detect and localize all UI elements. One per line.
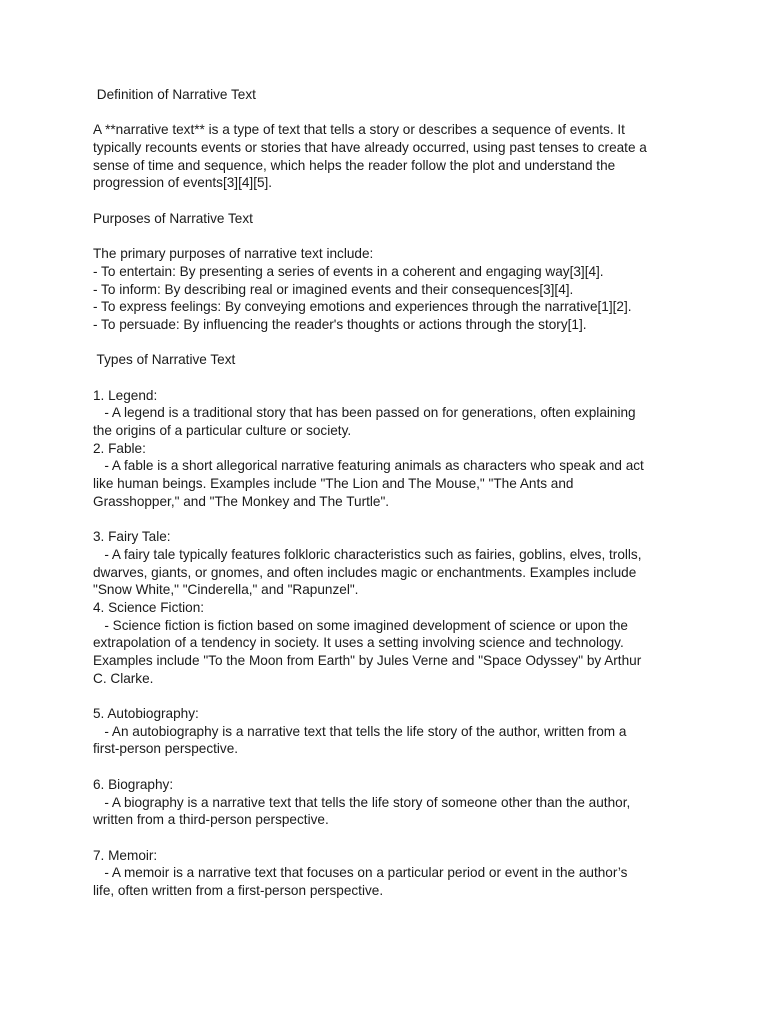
type-description-line: life, often written from a first-person perspective. bbox=[93, 882, 384, 898]
type-description-line: C. Clarke. bbox=[93, 670, 154, 686]
type-title-biography: 6. Biography: bbox=[93, 776, 174, 792]
purpose-item: - To inform: By describing real or imagined events and their consequences[3][4]. bbox=[93, 281, 574, 297]
type-description-line: - A legend is a traditional story that has been passed on for generations, often explaining bbox=[93, 405, 636, 421]
definition-line: sense of time and sequence, which helps the reader follow the plot and understand the bbox=[93, 157, 616, 173]
type-description-line: - A memoir is a narrative text that focuses on a particular period or event in the author’s bbox=[93, 865, 628, 881]
spacer bbox=[93, 687, 693, 705]
type-description-line: - Science fiction is fiction based on some imagined development of science or upon the bbox=[93, 617, 628, 633]
spacer bbox=[93, 758, 693, 776]
spacer bbox=[93, 228, 693, 246]
type-description-line: - A fable is a short allegorical narrative featuring animals as characters who speak and act bbox=[93, 458, 644, 474]
type-title-fairy-tale: 3. Fairy Tale: bbox=[93, 529, 171, 545]
spacer bbox=[93, 334, 693, 352]
purpose-item: - To entertain: By presenting a series of events in a coherent and engaging way[3][4]. bbox=[93, 263, 604, 279]
type-title-autobiography: 5. Autobiography: bbox=[93, 706, 199, 722]
purposes-intro: The primary purposes of narrative text include: bbox=[93, 246, 374, 262]
type-description-line: Grasshopper," and "The Monkey and The Turtle". bbox=[93, 493, 390, 509]
type-description-line: written from a third-person perspective. bbox=[93, 812, 329, 828]
type-title-legend: 1. Legend: bbox=[93, 387, 158, 403]
type-description-line: dwarves, giants, or gnomes, and often includes magic or enchantments. Examples include bbox=[93, 564, 637, 580]
type-description-line: Examples include "To the Moon from Earth" by Jules Verne and "Space Odyssey" by Arthur bbox=[93, 653, 642, 668]
purpose-item: - To express feelings: By conveying emotions and experiences through the narrative[1][2]. bbox=[93, 299, 632, 315]
type-title-memoir: 7. Memoir: bbox=[93, 847, 158, 863]
type-description-line: - An autobiography is a narrative text that tells the life story of the author, written from a bbox=[93, 723, 627, 739]
purpose-item: - To persuade: By influencing the reader's thoughts or actions through the story[1]. bbox=[93, 316, 587, 332]
types-heading: Types of Narrative Text bbox=[93, 352, 236, 368]
spacer bbox=[93, 369, 693, 387]
type-description-line: like human beings. Examples include "The Lion and The Mouse," "The Ants and bbox=[93, 476, 574, 492]
definition-line: A **narrative text** is a type of text that tells a story or describes a sequence of events. It bbox=[93, 122, 625, 138]
type-description-line: extrapolation of a tendency in society. It uses a setting involving science and technology. bbox=[93, 635, 624, 651]
spacer bbox=[93, 511, 693, 529]
spacer bbox=[93, 829, 693, 847]
spacer bbox=[93, 192, 693, 210]
type-description-line: the origins of a particular culture or society. bbox=[93, 423, 352, 439]
type-description-line: - A biography is a narrative text that tells the life story of someone other than the author, bbox=[93, 794, 631, 810]
type-title-fable: 2. Fable: bbox=[93, 440, 146, 456]
type-title-science-fiction: 4. Science Fiction: bbox=[93, 599, 205, 615]
definition-line: progression of events[3][4][5]. bbox=[93, 175, 273, 191]
purposes-heading: Purposes of Narrative Text bbox=[93, 210, 253, 226]
spacer bbox=[93, 104, 693, 122]
type-description-line: "Snow White," "Cinderella," and "Rapunzel". bbox=[93, 582, 359, 598]
document-body bbox=[93, 86, 693, 900]
type-description-line: - A fairy tale typically features folkloric characteristics such as fairies, goblins, elves, trolls, bbox=[93, 546, 642, 562]
type-description-line: first-person perspective. bbox=[93, 741, 239, 757]
definition-line: typically recounts events or stories that have already occurred, using past tenses to create a bbox=[93, 140, 647, 156]
definition-heading: Definition of Narrative Text bbox=[93, 87, 256, 102]
